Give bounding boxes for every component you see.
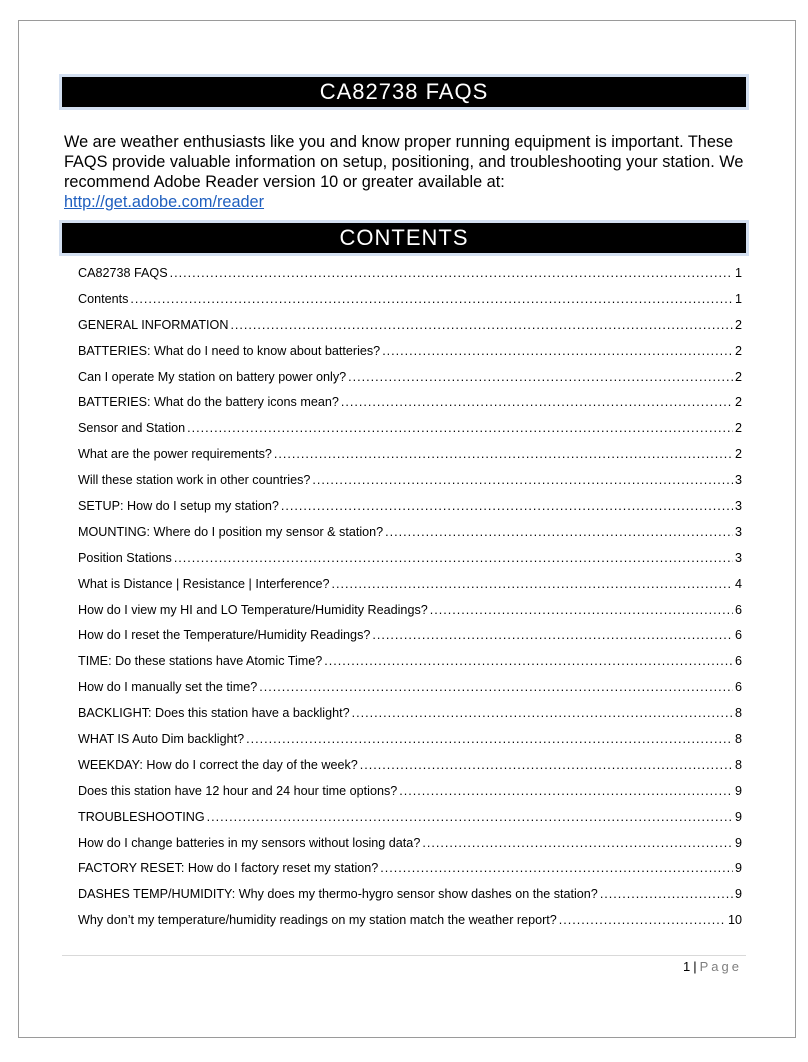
intro-text: We are weather enthusiasts like you and know proper running equipment is important. These FAQS provide valuable information on setup, positioning, and troubleshooting your station. We recommend Adobe Reader version 10 or greater available at: [64,133,744,191]
toc-entry-page: 2 [734,447,742,462]
toc-entry-title: How do I reset the Temperature/Humidity Readings? [78,628,371,643]
toc-entry[interactable] [78,418,742,444]
toc-entry[interactable] [78,444,742,470]
toc-entry[interactable] [78,858,742,884]
toc-entry-title: Can I operate My station on battery power only? [78,369,347,384]
toc-entry[interactable] [78,548,742,574]
toc-entry-page: 3 [734,499,742,514]
toc-dot-leader [360,755,733,775]
toc-entry-title: Position Stations [78,550,172,565]
toc-dot-leader [380,858,733,878]
toc-entry-title: DASHES TEMP/HUMIDITY: Why does my thermo-hygro sensor show dashes on the station? [78,887,598,902]
toc-entry-page: 10 [727,913,742,928]
toc-dot-leader [130,289,733,309]
toc-entry-page: 3 [734,550,742,565]
toc-entry[interactable] [78,703,742,729]
toc-entry-page: 8 [734,757,742,772]
toc-entry-page: 9 [734,809,742,824]
toc-dot-leader [187,418,733,438]
intro-paragraph [64,132,754,212]
toc-entry-title: BATTERIES: What do I need to know about batteries? [78,343,381,358]
toc-entry-page: 2 [734,395,742,410]
toc-entry-title: Does this station have 12 hour and 24 hour time options? [78,783,398,798]
toc-entry-page: 4 [734,576,742,591]
footer-rule [62,955,746,956]
toc-entry-page: 8 [734,706,742,721]
footer-page-word: Page [699,959,742,974]
toc-entry-title: What is Distance | Resistance | Interference? [78,576,330,591]
toc-entry-page: 9 [734,835,742,850]
toc-dot-leader [372,625,733,645]
toc-entry-title: How do I manually set the time? [78,680,258,695]
toc-entry-title: GENERAL INFORMATION [78,317,229,332]
page-footer [683,958,742,976]
toc-entry[interactable] [78,781,742,807]
toc-entry[interactable] [78,677,742,703]
toc-entry-page: 2 [734,369,742,384]
toc-dot-leader [312,470,733,490]
toc-dot-leader [600,884,733,904]
toc-entry-page: 9 [734,887,742,902]
adobe-reader-link[interactable]: http://get.adobe.com/reader [64,193,265,211]
toc-dot-leader [174,548,733,568]
toc-dot-leader [281,496,733,516]
toc-entry-title: Contents [78,291,129,306]
toc-entry-page: 9 [734,783,742,798]
document-title: CA82738 FAQS [59,74,749,110]
toc-entry-page: 6 [734,602,742,617]
toc-entry-page: 1 [734,291,742,306]
toc-dot-leader [230,315,733,335]
toc-entry-title: CA82738 FAQS [78,266,168,280]
toc-entry-title: What are the power requirements? [78,447,272,462]
toc-entry-title: FACTORY RESET: How do I factory reset my station? [78,861,379,876]
toc-entry-title: How do I view my HI and LO Temperature/Humidity Readings? [78,602,428,617]
toc-dot-leader [382,341,733,361]
toc-dot-leader [274,444,733,464]
toc-entry-page: 6 [734,680,742,695]
toc-entry[interactable] [78,315,742,341]
toc-entry-title: BACKLIGHT: Does this station have a backlight? [78,706,350,721]
footer-separator: | [693,959,697,974]
toc-entry-page: 9 [734,861,742,876]
toc-dot-leader [332,574,733,594]
toc-dot-leader [348,367,733,387]
toc-dot-leader [559,910,726,930]
footer-page-number: 1 [683,959,691,974]
toc-entry-page: 3 [734,473,742,488]
toc-dot-leader [170,263,733,283]
toc-entry-page: 8 [734,732,742,747]
toc-entry-title: TROUBLESHOOTING [78,809,205,824]
toc-entry-title: Why don’t my temperature/humidity readings on my station match the weather report? [78,913,557,928]
toc-entry-title: Will these station work in other countries? [78,473,311,488]
contents-heading: CONTENTS [59,220,749,256]
toc-entry[interactable] [78,289,742,315]
toc-entry[interactable] [78,367,742,393]
toc-entry-title: How do I change batteries in my sensors without losing data? [78,835,421,850]
toc-entry-page: 2 [734,343,742,358]
toc-entry[interactable] [78,729,742,755]
toc-dot-leader [352,703,733,723]
toc-entry[interactable] [78,600,742,626]
toc-entry[interactable] [78,910,742,936]
toc-entry[interactable] [78,496,742,522]
toc-dot-leader [259,677,733,697]
toc-entry-page: 1 [734,266,742,280]
toc-dot-leader [399,781,733,801]
toc-dot-leader [430,600,733,620]
toc-entry-page: 2 [734,421,742,436]
toc-entry[interactable] [78,625,742,651]
toc-entry-title: SETUP: How do I setup my station? [78,499,279,514]
toc-entry[interactable] [78,392,742,418]
toc-dot-leader [422,833,733,853]
toc-entry[interactable] [78,522,742,548]
toc-entry-title: WEEKDAY: How do I correct the day of the week? [78,757,358,772]
toc-entry-page: 2 [734,317,742,332]
table-of-contents [78,263,742,936]
toc-entry-title: Sensor and Station [78,421,186,436]
toc-entry-title: TIME: Do these stations have Atomic Time? [78,654,323,669]
toc-entry[interactable] [78,755,742,781]
toc-entry-page: 3 [734,524,742,539]
toc-entry[interactable] [78,341,742,367]
toc-entry-title: WHAT IS Auto Dim backlight? [78,732,245,747]
toc-dot-leader [385,522,733,542]
toc-dot-leader [324,651,733,671]
toc-entry[interactable] [78,574,742,600]
toc-entry-title: BATTERIES: What do the battery icons mean? [78,395,339,410]
toc-entry[interactable] [78,807,742,833]
toc-entry[interactable] [78,651,742,677]
toc-dot-leader [207,807,733,827]
toc-entry-title: MOUNTING: Where do I position my sensor & station? [78,524,384,539]
toc-entry[interactable] [78,884,742,910]
toc-dot-leader [246,729,733,749]
toc-entry-page: 6 [734,628,742,643]
toc-entry[interactable] [78,263,742,289]
toc-entry[interactable] [78,470,742,496]
toc-entry-page: 6 [734,654,742,669]
toc-dot-leader [341,392,733,412]
toc-entry[interactable] [78,833,742,859]
